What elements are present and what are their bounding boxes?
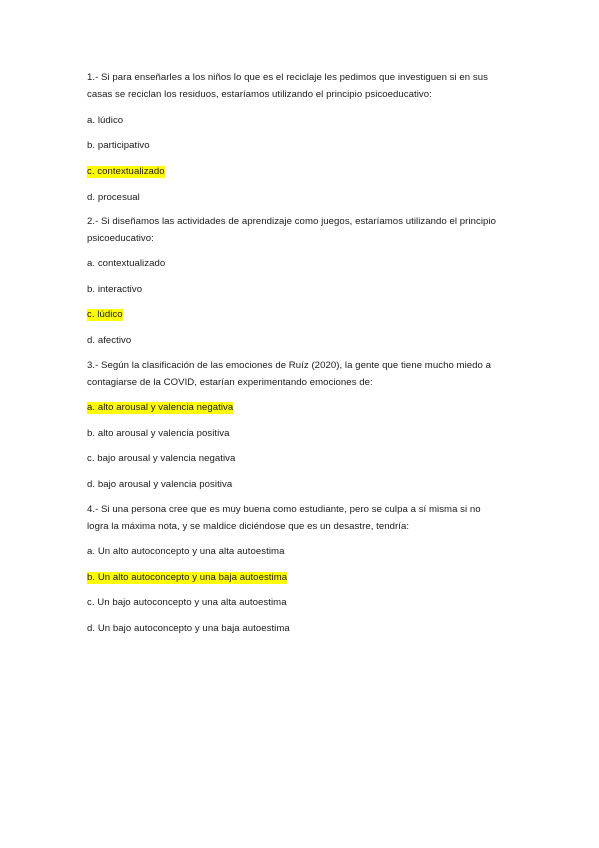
question-4-stem-line-2: logra la máxima nota, y se maldice diciéndose que es un desastre, tendría: xyxy=(87,521,410,532)
question-3-stem-line-2: contagiarse de la COVID, estarían experimentando emociones de: xyxy=(87,377,373,388)
option-text: d. procesual xyxy=(87,192,140,203)
question-4-option-a xyxy=(87,546,284,558)
question-2-option-c-highlighted xyxy=(87,309,123,321)
question-2-stem-line-2: psicoeducativo: xyxy=(87,233,154,244)
question-1-option-b xyxy=(87,140,150,152)
highlighted-answer: c. lúdico xyxy=(87,309,123,320)
question-4-option-b-highlighted xyxy=(87,572,287,584)
option-text: c. Un bajo autoconcepto y una alta autoestima xyxy=(87,597,287,608)
highlighted-answer: a. alto arousal y valencia negativa xyxy=(87,402,234,413)
question-2-stem-line-1: 2.- Si diseñamos las actividades de aprendizaje como juegos, estaríamos utilizando el principio xyxy=(87,216,496,227)
question-1-option-c-highlighted xyxy=(87,166,165,178)
option-text: b. participativo xyxy=(87,140,150,151)
question-3-option-c xyxy=(87,453,235,465)
option-text: c. bajo arousal y valencia negativa xyxy=(87,453,236,464)
option-text: a. Un alto autoconcepto y una alta autoestima xyxy=(87,546,285,557)
question-4-option-d xyxy=(87,623,290,635)
question-3-stem-line-1: 3.- Según la clasificación de las emociones de Ruíz (2020), la gente que tiene mucho miedo a xyxy=(87,360,492,371)
option-text: d. bajo arousal y valencia positiva xyxy=(87,479,233,490)
option-text: a. lúdico xyxy=(87,115,124,126)
option-text: b. interactivo xyxy=(87,284,143,295)
question-1-option-d xyxy=(87,192,140,204)
question-1-stem-line-2: casas se reciclan los residuos, estaríamos utilizando el principio psicoeducativo: xyxy=(87,89,432,100)
question-3-option-d xyxy=(87,479,232,491)
highlighted-answer: c. contextualizado xyxy=(87,166,165,177)
question-2-option-b xyxy=(87,284,142,296)
question-1-stem-line-1: 1.- Si para enseñarles a los niños lo que es el reciclaje les pedimos que investiguen si en sus xyxy=(87,72,488,83)
option-text: d. Un bajo autoconcepto y una baja autoestima xyxy=(87,623,290,634)
option-text: b. alto arousal y valencia positiva xyxy=(87,428,230,439)
option-text: d. afectivo xyxy=(87,335,132,346)
question-1-option-a xyxy=(87,115,123,127)
question-3-option-b xyxy=(87,428,230,440)
question-4-stem-line-1: 4.- Si una persona cree que es muy buena como estudiante, pero se culpa a sí misma si no xyxy=(87,504,481,515)
question-3-option-a-highlighted xyxy=(87,402,233,414)
option-text: a. contextualizado xyxy=(87,258,166,269)
question-2-option-a xyxy=(87,258,165,270)
question-4-option-c xyxy=(87,597,287,609)
question-2-option-d xyxy=(87,335,131,347)
highlighted-answer: b. Un alto autoconcepto y una baja autoestima xyxy=(87,572,288,583)
